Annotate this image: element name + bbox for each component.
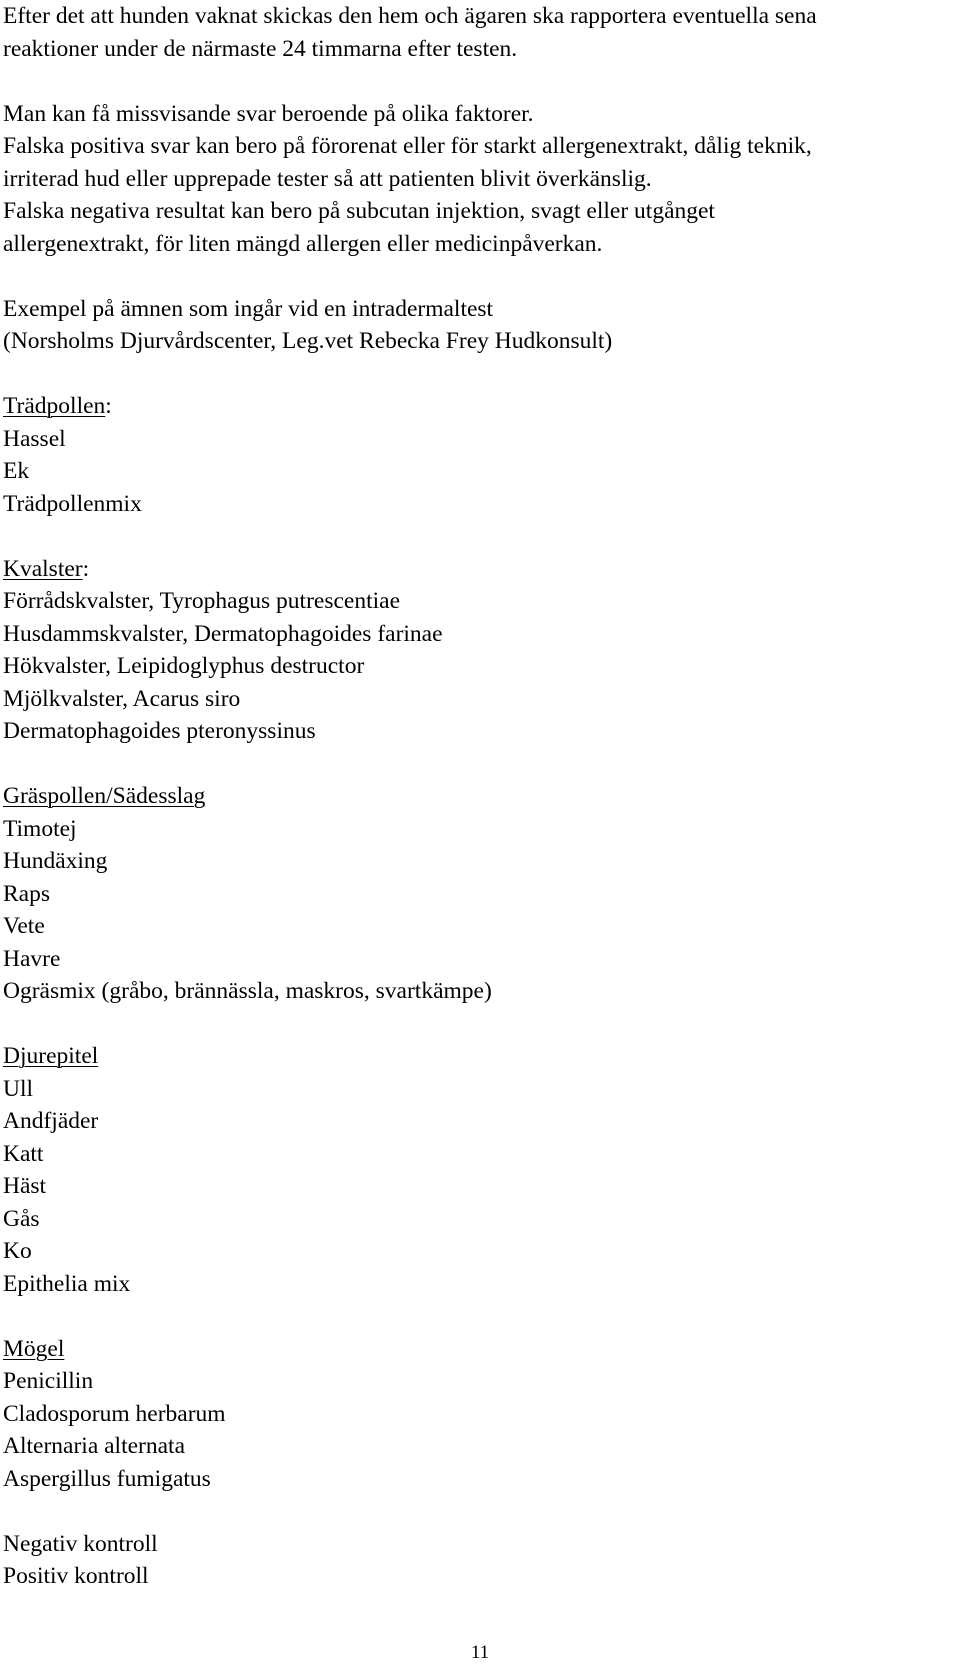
- list-item: Trädpollenmix: [3, 490, 142, 517]
- paragraph-line: reaktioner under de närmaste 24 timmarna efter testen.: [3, 35, 518, 62]
- spacer: [3, 748, 953, 781]
- list-item: Ogräsmix (gråbo, brännässla, maskros, svartkämpe): [3, 978, 492, 1004]
- section-heading-text: Trädpollen: [3, 393, 106, 419]
- section-heading: [3, 1333, 953, 1366]
- list-item: Hassel: [3, 425, 66, 452]
- list-item: Förrådskvalster, Tyrophagus putrescentiae: [3, 588, 401, 614]
- list-item: Epithelia mix: [3, 1270, 131, 1297]
- list-item: Timotej: [3, 815, 77, 842]
- page-number: 11: [470, 1642, 490, 1663]
- control-item: Positiv kontroll: [3, 1563, 149, 1589]
- list-item: Ko: [3, 1238, 32, 1264]
- list-item: Raps: [3, 880, 50, 907]
- list-item: Andfjäder: [3, 1108, 99, 1134]
- list-item: Gås: [3, 1205, 40, 1232]
- list-item: Ek: [3, 458, 30, 484]
- spacer: [3, 520, 953, 553]
- document-body: [3, 0, 953, 1593]
- section-heading-text: Gräspollen/Sädesslag: [3, 783, 206, 809]
- spacer: [3, 1495, 953, 1528]
- list-item: Hundäxing: [3, 848, 108, 874]
- section-heading-suffix: :: [105, 393, 112, 419]
- section-heading-text: Djurepitel: [3, 1043, 99, 1069]
- list-item: Penicillin: [3, 1368, 94, 1394]
- list-item: Ull: [3, 1075, 34, 1102]
- section-heading: [3, 390, 953, 423]
- list-item: Häst: [3, 1173, 47, 1199]
- spacer: [3, 1300, 953, 1333]
- section-heading-text: Mögel: [3, 1335, 65, 1362]
- list-item: Mjölkvalster, Acarus siro: [3, 685, 241, 712]
- section-heading: [3, 553, 953, 586]
- control-item: Negativ kontroll: [3, 1530, 158, 1557]
- list-item: Dermatophagoides pteronyssinus: [3, 718, 316, 744]
- section-heading-suffix: :: [82, 555, 90, 582]
- paragraph-line: Exempel på ämnen som ingår vid en intradermaltest: [3, 295, 494, 322]
- section-heading: [3, 780, 953, 813]
- spacer: [3, 358, 953, 391]
- paragraph-line: Falska negativa resultat kan bero på subcutan injektion, svagt eller utgånget: [3, 198, 715, 224]
- paragraph-line: Man kan få missvisande svar beroende på olika faktorer.: [3, 100, 534, 127]
- list-item: Katt: [3, 1140, 44, 1167]
- spacer: [3, 1008, 953, 1041]
- list-item: Aspergillus fumigatus: [3, 1465, 211, 1492]
- paragraph-line: Falska positiva svar kan bero på förorenat eller för starkt allergenextrakt, dålig teknik,: [3, 133, 812, 159]
- paragraph-line: (Norsholms Djurvårdscenter, Leg.vet Rebecka Frey Hudkonsult): [3, 328, 613, 354]
- section-heading-text: Kvalster: [3, 555, 83, 582]
- spacer: [3, 65, 953, 98]
- list-item: Cladosporum herbarum: [3, 1400, 226, 1427]
- spacer: [3, 260, 953, 293]
- list-item: Alternaria alternata: [3, 1433, 186, 1459]
- list-item: Hökvalster, Leipidoglyphus destructor: [3, 653, 365, 679]
- list-item: Husdammskvalster, Dermatophagoides farinae: [3, 620, 443, 647]
- paragraph-line: irriterad hud eller upprepade tester så att patienten blivit överkänslig.: [3, 165, 652, 192]
- list-item: Vete: [3, 913, 45, 939]
- paragraph-line: Efter det att hunden vaknat skickas den hem och ägaren ska rapportera eventuella sena: [3, 3, 817, 29]
- section-heading: [3, 1040, 953, 1073]
- paragraph-line: allergenextrakt, för liten mängd allergen eller medicinpåverkan.: [3, 230, 603, 257]
- list-item: Havre: [3, 945, 61, 972]
